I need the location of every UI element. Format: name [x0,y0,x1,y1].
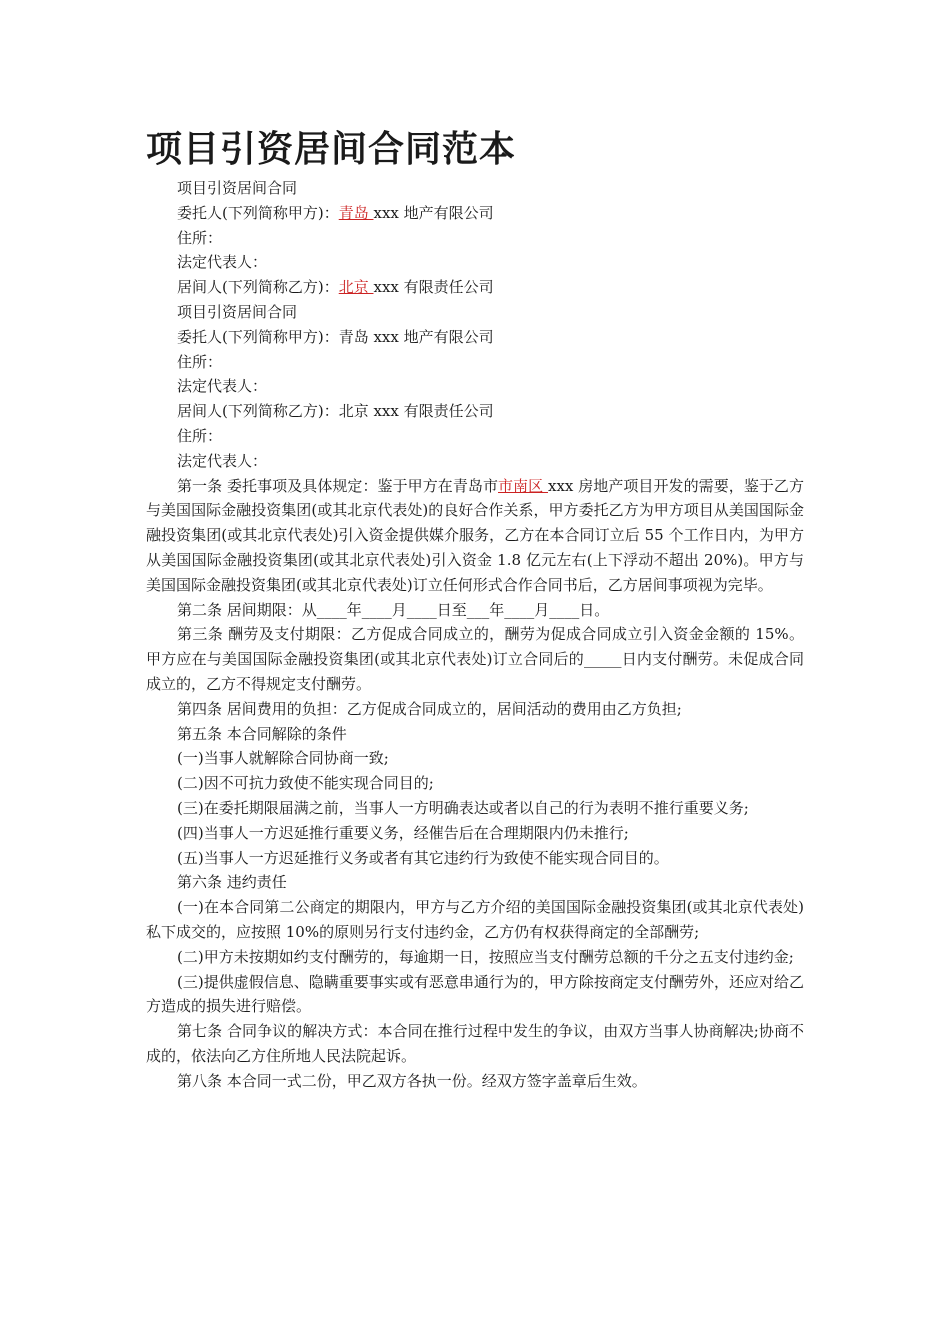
shinan-district-link[interactable]: 市南区 [498,476,548,495]
client-company: xxx 地产有限公司 [373,203,494,222]
broker-company: xxx 有限责任公司 [373,278,494,297]
client-label: 委托人(下列简称甲方)： [177,203,339,222]
article-6-item-2: (二)甲方未按期如约支付酬劳的，每逾期一日，按照应当支付酬劳总额的千分之五支付违约金; [177,947,794,966]
article-6: 第六条 违约责任 [177,873,287,892]
article-5-item-5: (五)当事人一方迟延推行义务或者有其它违约行为致使不能实现合同目的。 [177,848,669,867]
legal-rep-line-2: 法定代表人： [177,377,268,396]
article-4: 第四条 居间费用的负担：乙方促成合同成立的，居间活动的费用由乙方负担; [177,699,682,718]
legal-rep-line-3: 法定代表人： [177,451,268,470]
broker-line [146,275,804,300]
article-7: 第七条 合同争议的解决方式：本合同在推行过程中发生的争议，由双方当事人协商解决;协商不成的，依法向乙方住所地人民法院起诉。 [146,1022,804,1065]
article-5-item-1: (一)当事人就解除合同协商一致; [177,749,389,768]
article-6-item-1: (一)在本合同第二公商定的期限内，甲方与乙方介绍的美国国际金融投资集团(或其北京代表处)私下成交的，应按照 10%的原则另行支付违约金，乙方仍有权获得商定的全部酬劳; [146,898,804,941]
article-8: 第八条 本合同一式二份，甲乙双方各执一份。经双方签字盖章后生效。 [177,1071,647,1090]
client-line-2: 委托人(下列简称甲方)：青岛 xxx 地产有限公司 [177,327,494,346]
client-line [146,201,804,226]
broker-label: 居间人(下列简称乙方)： [177,278,339,297]
article-5-item-4: (四)当事人一方迟延推行重要义务，经催告后在合理期限内仍未推行; [177,823,629,842]
broker-line-2: 居间人(下列简称乙方)：北京 xxx 有限责任公司 [177,402,494,421]
address-line-2: 住所： [177,352,223,371]
heading-line-2: 项目引资居间合同 [177,302,298,321]
article-1-body: xxx 房地产项目开发的需要，鉴于乙方与美国国际金融投资集团(或其北京代表处)的良好合作关系，甲方委托乙方为甲方项目从美国国际金融投资集团(或其北京代表处)引入资金提供媒介服务，乙方在本合同订立后 55 个工作日内，为甲方从美国国际金融投资集团(或其北京代表处)引入资金 1.8 亿元左右(上下浮动不超出 20%)。甲方与美国国际金融投资集团(或其北京代表处)订立任何形式合作合同书后，乙方居间事项视为完毕。 [146,476,804,594]
article-3: 第三条 酬劳及支付期限：乙方促成合同成立的，酬劳为促成合同成立引入资金金额的 15%。甲方应在与美国国际金融投资集团(或其北京代表处)订立合同后的_____日内支付酬劳。未促成合同成立的，乙方不得规定支付酬劳。 [146,625,804,693]
article-1 [146,474,804,598]
legal-rep-line: 法定代表人： [177,253,268,272]
article-1-intro: 第一条 委托事项及具体规定：鉴于甲方在青岛市 [177,476,498,495]
address-line-3: 住所： [177,426,223,445]
article-6-item-3: (三)提供虚假信息、隐瞒重要事实或有恶意串通行为的，甲方除按商定支付酬劳外，还应对给乙方造成的损失进行赔偿。 [146,972,804,1016]
article-5-item-3: (三)在委托期限届满之前，当事人一方明确表达或者以自己的行为表明不推行重要义务; [177,798,749,817]
article-5-item-2: (二)因不可抗力致使不能实现合同目的; [177,774,434,793]
article-2: 第二条 居间期限：从____年____月____日至___年____月____日。 [177,600,610,619]
heading-line: 项目引资居间合同 [177,179,298,197]
beijing-link[interactable]: 北京 [338,278,374,297]
address-line: 住所： [177,228,223,247]
document-page [146,124,804,1093]
document-title: 项目引资居间合同范本 [146,129,517,170]
article-5: 第五条 本合同解除的条件 [177,724,347,743]
qingdao-link[interactable]: 青岛 [338,203,374,222]
